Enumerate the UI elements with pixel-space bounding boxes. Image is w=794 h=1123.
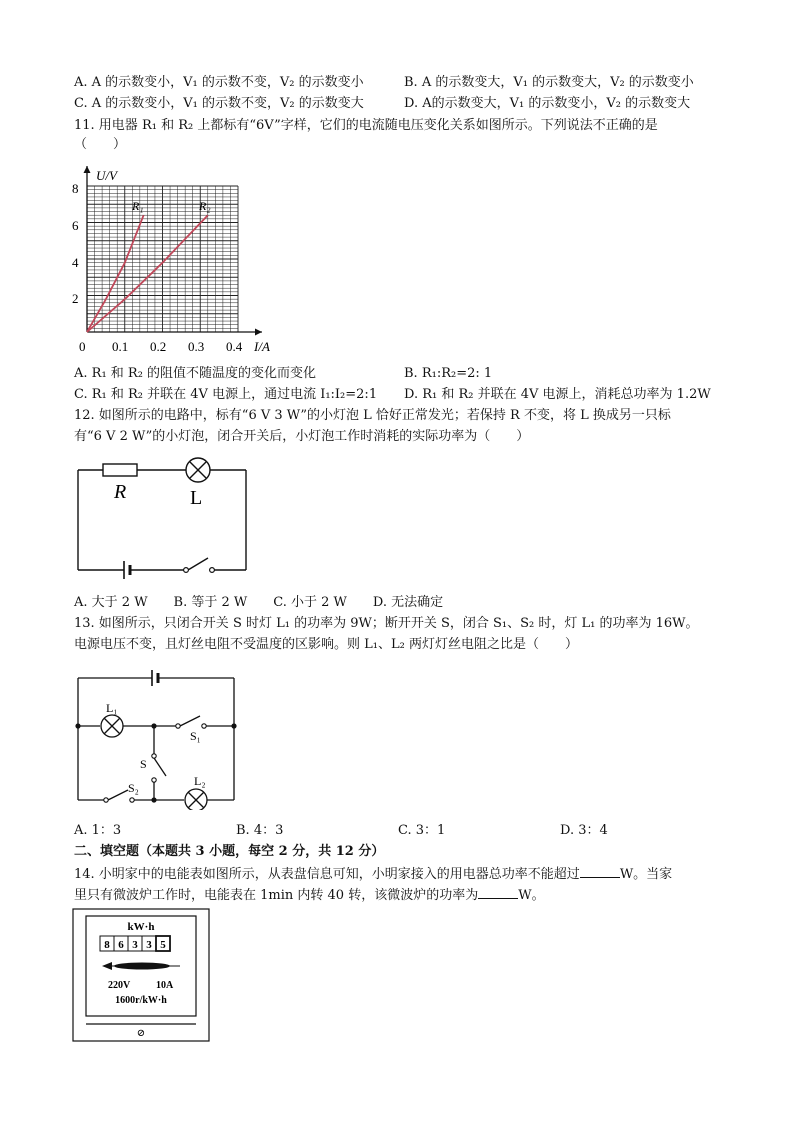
q13-option-d: D. 3：4	[560, 823, 608, 838]
q12-circuit	[70, 452, 260, 584]
meter-digit-5: 5	[160, 939, 166, 951]
q11-ylabel: U/V	[96, 168, 117, 183]
q13-l2-label: L₂	[194, 774, 206, 788]
q10-option-a: A. A 的示数变小，V₁ 的示数不变，V₂ 的示数变小	[74, 75, 364, 90]
q12-stem-2: 有“6 V 2 W”的小灯泡，闭合开关后，小灯泡工作时消耗的实际功率为（ ）	[74, 429, 530, 444]
q11-stem: 11. 用电器 R₁ 和 R₂ 上都标有“6V”字样，它们的电流随电压变化关系如图所示。下列说法不正确的是	[74, 118, 658, 133]
section-2-title: 二、填空题（本题共 3 小题，每空 2 分，共 12 分）	[74, 844, 385, 859]
q11-option-b: B. R₁:R₂=2: 1	[404, 366, 493, 381]
q14-energy-meter	[72, 908, 212, 1044]
q13-stem-1: 13. 如图所示，只闭合开关 S 时灯 L₁ 的功率为 9W；断开开关 S，闭合 S₁、S₂ 时，灯 L₁ 的功率为 16W。	[74, 616, 699, 631]
q14-stem-1b: W。当家	[619, 867, 673, 882]
xtick-0: 0	[79, 339, 86, 354]
meter-current: 10A	[156, 980, 174, 991]
q12-r-label: R	[114, 481, 127, 503]
q14-stem-2b: W。	[518, 888, 545, 903]
ytick-2: 2	[72, 291, 79, 306]
q12-options: A. 大于 2 W B. 等于 2 W C. 小于 2 W D. 无法确定	[74, 595, 444, 610]
x-axis-arrow-icon	[255, 329, 262, 336]
q13-option-a: A. 1：3	[74, 823, 122, 838]
q11-grid	[84, 166, 263, 336]
q13-option-b: B. 4：3	[236, 823, 284, 838]
meter-rate: 1600r/kW·h	[115, 995, 167, 1006]
meter-digit-3: 3	[132, 939, 138, 951]
xtick-0.1: 0.1	[112, 339, 129, 354]
r2-label: R₂	[199, 199, 211, 213]
xtick-0.4: 0.4	[226, 339, 243, 354]
meter-voltage: 220V	[108, 980, 131, 991]
meter-unit: kW·h	[127, 921, 155, 933]
ytick-8: 8	[72, 181, 79, 196]
q11-paren: （ ）	[74, 137, 127, 152]
ytick-6: 6	[72, 218, 79, 233]
q11-graph	[66, 160, 286, 360]
meter-knob-icon: ⊘	[136, 1028, 146, 1039]
q10-option-b: B. A 的示数变大，V₁ 的示数变大，V₂ 的示数变小	[404, 75, 694, 90]
q11-option-c: C. R₁ 和 R₂ 并联在 4V 电源上，通过电流 I₁:I₂=2:1	[74, 387, 378, 402]
q13-s1-label: S₁	[190, 729, 201, 743]
q13-s2-label: S₂	[128, 781, 139, 795]
q14-stem-2a: 里只有微波炉工作时，电能表在 1min 内转 40 转，该微波炉的功率为	[74, 888, 479, 903]
q10-option-d: D. A的示数变大，V₁ 的示数变小，V₂ 的示数变大	[404, 96, 691, 111]
q10-option-c: C. A 的示数变小，V₁ 的示数不变，V₂ 的示数变大	[74, 96, 364, 111]
q14-stem-1	[74, 865, 672, 884]
xtick-0.2: 0.2	[150, 339, 167, 354]
meter-digit-1: 8	[104, 939, 110, 951]
r1-label: R₁	[132, 199, 144, 213]
meter-digit-2: 6	[118, 939, 124, 951]
q11-xlabel: I/A	[254, 339, 270, 354]
q12-stem-1: 12. 如图所示的电路中，标有“6 V 3 W”的小灯泡 L 恰好正常发光；若保持 R 不变，将 L 换成另一只标	[74, 408, 671, 423]
q14-blank-2[interactable]	[478, 886, 518, 899]
q14-stem-1a: 14. 小明家中的电能表如图所示，从表盘信息可知，小明家接入的用电器总功率不能超过	[74, 867, 580, 882]
q13-l1-label: L₁	[106, 701, 118, 715]
q13-circuit	[70, 660, 245, 810]
xtick-0.3: 0.3	[188, 339, 205, 354]
y-axis-arrow-icon	[84, 166, 91, 173]
meter-disc-arrow-icon	[102, 962, 180, 970]
q12-l-label: L	[190, 487, 203, 509]
q13-s-label: S	[140, 757, 147, 771]
ytick-4: 4	[72, 255, 79, 270]
q11-option-d: D. R₁ 和 R₂ 并联在 4V 电源上，消耗总功率为 1.2W	[404, 387, 711, 402]
q14-blank-1[interactable]	[580, 865, 620, 878]
q13-option-c: C. 3：1	[398, 823, 446, 838]
q13-stem-2: 电源电压不变，且灯丝电阻不受温度的区影响。则 L₁、L₂ 两灯灯丝电阻之比是（ ）	[74, 637, 578, 652]
q11-option-a: A. R₁ 和 R₂ 的阻值不随温度的变化而变化	[74, 366, 317, 381]
meter-digit-4: 3	[146, 939, 152, 951]
q14-stem-2	[74, 886, 545, 905]
